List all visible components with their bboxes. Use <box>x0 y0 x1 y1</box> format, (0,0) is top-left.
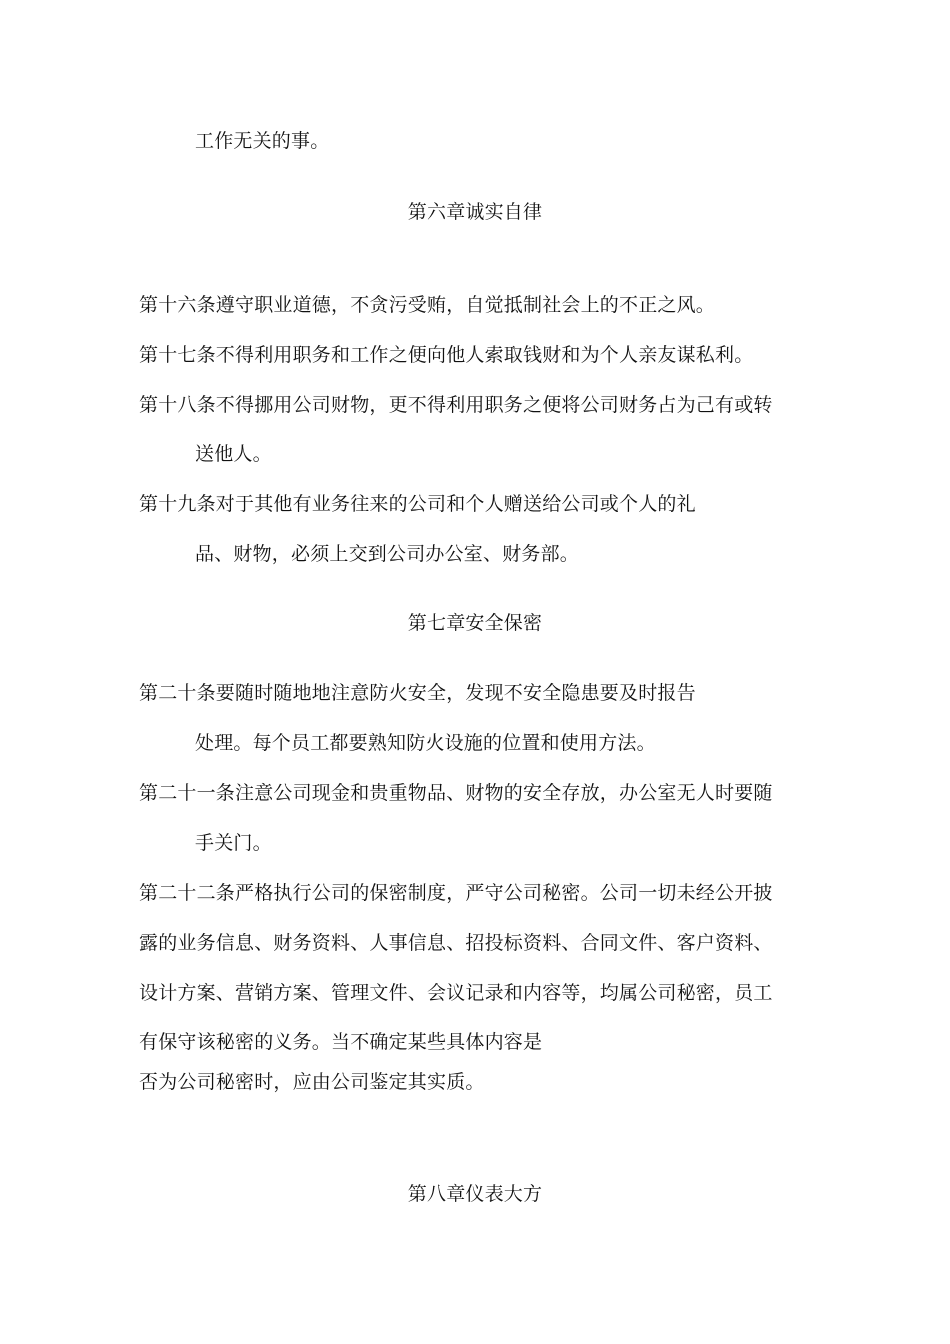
text-line: 工作无关的事。 <box>195 130 330 152</box>
article-continuation: 处理。每个员工都要熟知防火设施的位置和使用方法。 <box>195 732 656 754</box>
article-line: 第十七条不得利用职务和工作之便向他人索取钱财和为个人亲友谋私利。 <box>139 344 754 366</box>
article-line: 第二十一条注意公司现金和贵重物品、财物的安全存放，办公室无人时要随 <box>139 782 773 804</box>
chapter-heading: 第六章诚实自律 <box>407 201 543 223</box>
article-line: 设计方案、营销方案、管理文件、会议记录和内容等，均属公司秘密，员工 <box>139 982 773 1004</box>
article-continuation: 送他人。 <box>195 443 272 465</box>
article-line: 第十九条对于其他有业务往来的公司和个人赠送给公司或个人的礼 <box>139 493 696 515</box>
article-continuation: 品、财物，必须上交到公司办公室、财务部。 <box>195 543 580 565</box>
article-line: 第二十二条严格执行公司的保密制度，严守公司秘密。公司一切未经公开披 <box>139 882 773 904</box>
article-line: 否为公司秘密时，应由公司鉴定其实质。 <box>139 1071 485 1093</box>
article-line: 第十八条不得挪用公司财物，更不得利用职务之便将公司财务占为己有或转 <box>139 394 773 416</box>
chapter-heading: 第八章仪表大方 <box>407 1183 543 1205</box>
article-line: 露的业务信息、财务资料、人事信息、招投标资料、合同文件、客户资料、 <box>139 932 773 954</box>
article-line: 第十六条遵守职业道德，不贪污受贿，自觉抵制社会上的不正之风。 <box>139 294 716 316</box>
chapter-heading: 第七章安全保密 <box>407 612 543 634</box>
article-line: 有保守该秘密的义务。当不确定某些具体内容是 <box>139 1031 543 1053</box>
article-line: 第二十条要随时随地地注意防火安全，发现不安全隐患要及时报告 <box>139 682 696 704</box>
article-continuation: 手关门。 <box>195 832 272 854</box>
